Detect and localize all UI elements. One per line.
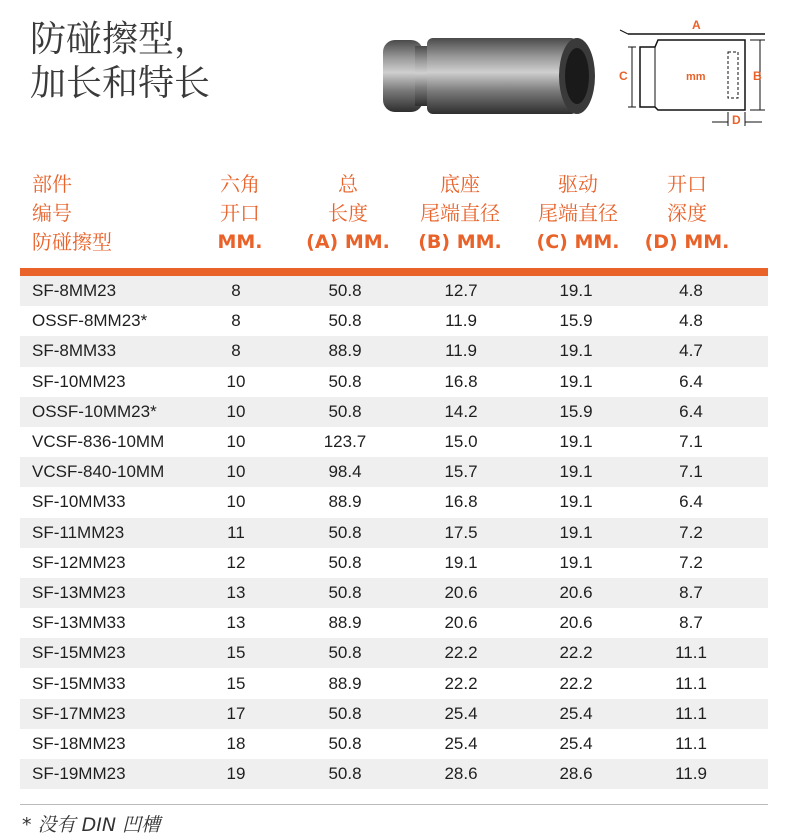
drive-diameter-cell: 22.2 [559, 673, 593, 693]
part-number-cell: SF-19MM23 [32, 764, 126, 784]
overall-length-cell: 50.8 [328, 643, 362, 663]
dim-label-d: D [732, 113, 741, 127]
title-line-1: 防碰擦型， [30, 19, 211, 60]
hex-opening-cell: 10 [226, 371, 246, 391]
drive-diameter-cell: 15.9 [559, 401, 593, 421]
drive-diameter-cell: 28.6 [559, 764, 593, 784]
opening-depth-cell: 7.2 [679, 552, 703, 572]
table-row [20, 427, 768, 457]
opening-depth-cell: 11.1 [675, 703, 707, 723]
table-row [20, 276, 768, 306]
hex-opening-cell: 10 [226, 462, 246, 482]
page-title [30, 18, 210, 106]
overall-length-cell: 50.8 [328, 552, 362, 572]
part-number-cell: SF-10MM33 [32, 492, 126, 512]
overall-length-cell: 123.7 [323, 432, 367, 452]
header-drive-diameter: 驱动 尾端直径 (C) MM. [536, 172, 620, 253]
overall-length-cell: 50.8 [328, 281, 362, 301]
overall-length-cell: 50.8 [328, 703, 362, 723]
spec-table [20, 276, 768, 789]
overall-length-cell: 50.8 [328, 401, 362, 421]
base-diameter-cell: 22.2 [444, 673, 478, 693]
drive-diameter-cell: 19.1 [559, 522, 593, 542]
unit-label: mm [686, 71, 706, 83]
part-number-cell: SF-15MM23 [32, 643, 126, 663]
base-diameter-cell: 15.0 [444, 432, 478, 452]
header-opening-depth: 开口 深度 (D) MM. [644, 172, 730, 253]
hex-opening-cell: 15 [226, 673, 246, 693]
table-bottom-rule [20, 804, 768, 805]
part-number-cell: SF-10MM23 [32, 371, 126, 391]
hex-opening-cell: 13 [226, 582, 246, 602]
base-diameter-cell: 11.9 [445, 311, 477, 331]
table-row [20, 668, 768, 698]
hex-opening-cell: 10 [226, 432, 246, 452]
drive-diameter-cell: 15.9 [559, 311, 593, 331]
hex-opening-cell: 8 [231, 311, 241, 331]
header-hex-opening: 六角 开口 MM. [217, 172, 263, 253]
opening-depth-cell: 11.1 [675, 733, 707, 753]
opening-depth-cell: 8.7 [679, 582, 703, 602]
opening-depth-cell: 7.2 [679, 522, 703, 542]
table-row [20, 336, 768, 366]
hex-opening-cell: 10 [226, 401, 246, 421]
drive-diameter-cell: 19.1 [559, 341, 593, 361]
base-diameter-cell: 25.4 [444, 733, 478, 753]
table-header [0, 170, 770, 265]
base-diameter-cell: 19.1 [444, 552, 478, 572]
part-number-cell: VCSF-840-10MM [32, 462, 165, 482]
hex-opening-cell: 12 [226, 552, 246, 572]
part-number-cell: SF-8MM33 [32, 341, 117, 361]
base-diameter-cell: 17.5 [444, 522, 478, 542]
table-row [20, 578, 768, 608]
base-diameter-cell: 16.8 [444, 371, 478, 391]
drive-diameter-cell: 19.1 [559, 492, 593, 512]
overall-length-cell: 50.8 [328, 522, 362, 542]
part-number-cell: SF-13MM23 [32, 582, 126, 602]
hex-opening-cell: 13 [226, 613, 246, 633]
hex-opening-cell: 17 [226, 703, 246, 723]
footnote: * 没有 DIN 凹槽 [22, 814, 161, 836]
header-part-number: 部件 编号 防碰擦型 [32, 172, 112, 254]
base-diameter-cell: 22.2 [444, 643, 478, 663]
drive-diameter-cell: 22.2 [559, 643, 593, 663]
overall-length-cell: 50.8 [328, 371, 362, 391]
base-diameter-cell: 12.7 [444, 281, 478, 301]
base-diameter-cell: 25.4 [444, 703, 478, 723]
header-overall-length: 总 长度 (A) MM. [306, 172, 390, 253]
opening-depth-cell: 7.1 [679, 462, 703, 482]
hex-opening-cell: 8 [231, 281, 241, 301]
drive-diameter-cell: 25.4 [559, 733, 593, 753]
drive-diameter-cell: 19.1 [559, 462, 593, 482]
drive-diameter-cell: 25.4 [559, 703, 593, 723]
part-number-cell: OSSF-10MM23* [32, 401, 157, 421]
overall-length-cell: 50.8 [328, 733, 362, 753]
table-row [20, 367, 768, 397]
part-number-cell: VCSF-836-10MM [32, 432, 165, 452]
overall-length-cell: 50.8 [328, 582, 362, 602]
opening-depth-cell: 4.8 [679, 281, 703, 301]
drive-diameter-cell: 19.1 [559, 432, 593, 452]
part-number-cell: SF-11MM23 [32, 522, 125, 542]
opening-depth-cell: 4.7 [679, 341, 703, 361]
base-diameter-cell: 15.7 [444, 462, 478, 482]
table-row [20, 699, 768, 729]
base-diameter-cell: 14.2 [444, 401, 478, 421]
header-base-diameter: 底座 尾端直径 (B) MM. [418, 172, 502, 253]
overall-length-cell: 88.9 [328, 492, 362, 512]
opening-depth-cell: 11.9 [675, 764, 707, 784]
drive-diameter-cell: 20.6 [559, 582, 593, 602]
table-row [20, 306, 768, 336]
opening-depth-cell: 6.4 [679, 492, 703, 512]
base-diameter-cell: 28.6 [444, 764, 478, 784]
table-row [20, 487, 768, 517]
hex-opening-cell: 10 [226, 492, 246, 512]
opening-depth-cell: 6.4 [679, 371, 703, 391]
opening-depth-cell: 6.4 [679, 401, 703, 421]
base-diameter-cell: 20.6 [444, 582, 478, 602]
opening-depth-cell: 4.8 [679, 311, 703, 331]
base-diameter-cell: 16.8 [444, 492, 478, 512]
hex-opening-cell: 19 [226, 764, 246, 784]
base-diameter-cell: 20.6 [444, 613, 478, 633]
table-row [20, 608, 768, 638]
title-line-2: 加长和特长 [30, 63, 211, 104]
part-number-cell: SF-18MM23 [32, 733, 126, 753]
opening-depth-cell: 11.1 [675, 673, 707, 693]
dim-label-a: A [692, 18, 701, 32]
base-diameter-cell: 11.9 [445, 341, 477, 361]
overall-length-cell: 88.9 [328, 613, 362, 633]
dim-label-c: C [619, 69, 628, 83]
overall-length-cell: 88.9 [328, 341, 362, 361]
hex-opening-cell: 18 [226, 733, 246, 753]
part-number-cell: SF-8MM23 [32, 281, 117, 301]
table-row [20, 638, 768, 668]
table-row [20, 759, 768, 789]
opening-depth-cell: 11.1 [675, 643, 707, 663]
overall-length-cell: 98.4 [328, 462, 362, 482]
drive-diameter-cell: 19.1 [559, 371, 593, 391]
table-row [20, 457, 768, 487]
dimension-diagram [600, 12, 780, 132]
drive-diameter-cell: 19.1 [559, 281, 593, 301]
table-row [20, 397, 768, 427]
overall-length-cell: 88.9 [328, 673, 362, 693]
part-number-cell: SF-12MM23 [32, 552, 126, 572]
table-row [20, 518, 768, 548]
table-row [20, 548, 768, 578]
part-number-cell: OSSF-8MM23* [32, 311, 148, 331]
hex-opening-cell: 8 [231, 341, 241, 361]
part-number-cell: SF-15MM33 [32, 673, 126, 693]
overall-length-cell: 50.8 [328, 311, 362, 331]
table-row [20, 729, 768, 759]
hex-opening-cell: 11 [227, 522, 245, 542]
part-number-cell: SF-17MM23 [32, 703, 126, 723]
header-divider [20, 268, 768, 276]
opening-depth-cell: 7.1 [679, 432, 703, 452]
overall-length-cell: 50.8 [328, 764, 362, 784]
opening-depth-cell: 8.7 [679, 613, 703, 633]
dim-label-b: B [753, 69, 762, 83]
socket-image [375, 28, 600, 123]
part-number-cell: SF-13MM33 [32, 613, 126, 633]
drive-diameter-cell: 19.1 [559, 552, 593, 572]
drive-diameter-cell: 20.6 [559, 613, 593, 633]
hex-opening-cell: 15 [226, 643, 246, 663]
